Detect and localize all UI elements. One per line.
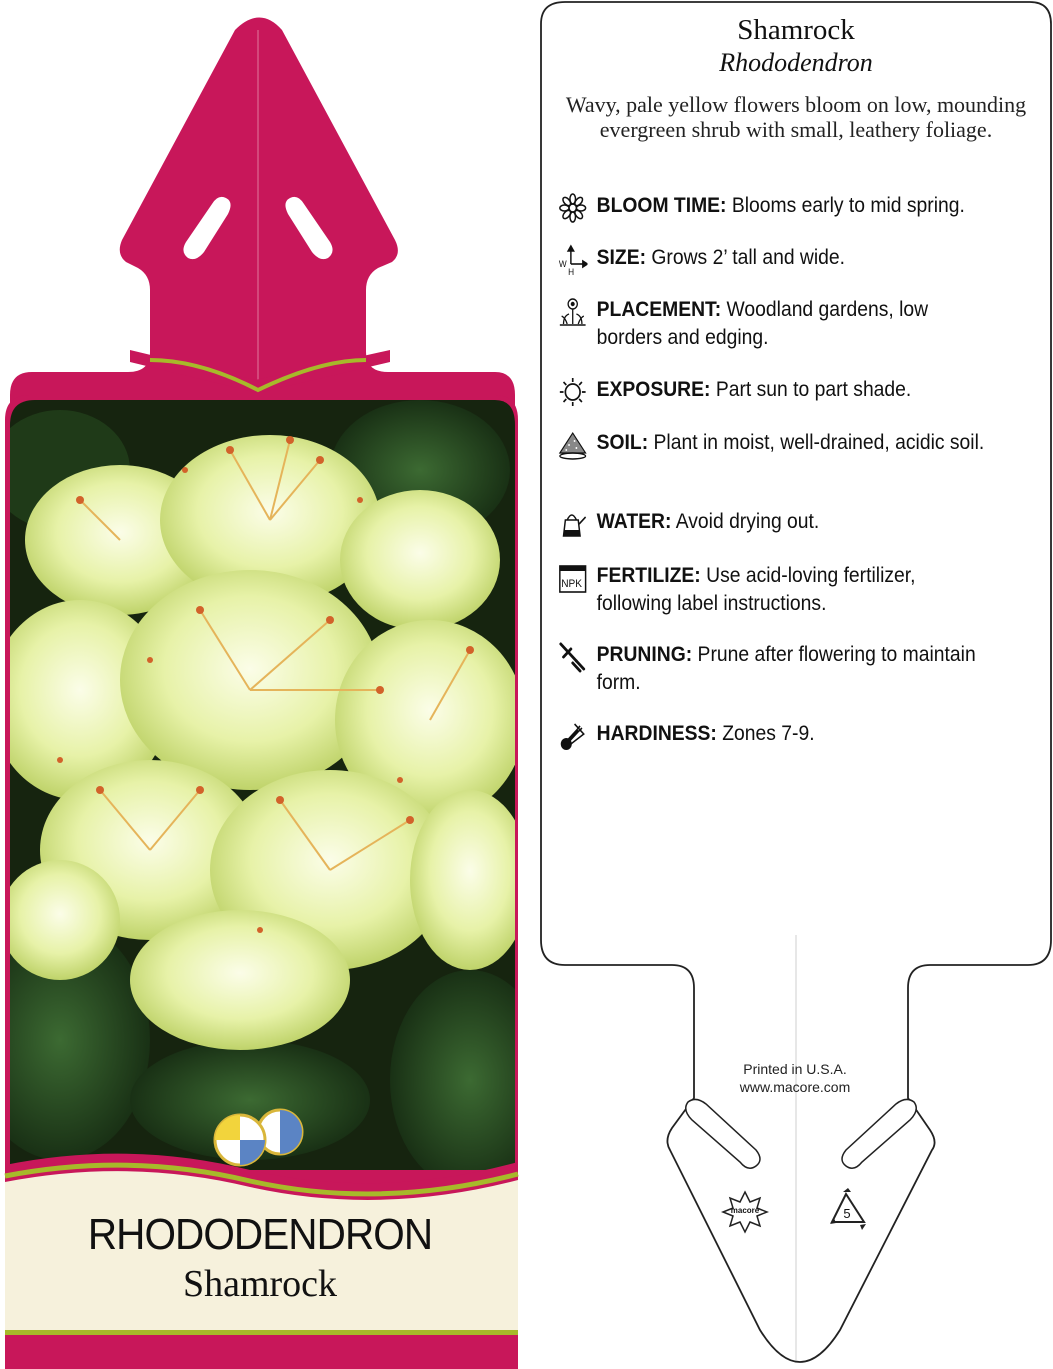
care-row-fertilize: [558, 562, 995, 618]
care-label: PLACEMENT:: [596, 298, 722, 321]
back-subtitle: Rhododendron: [719, 48, 873, 77]
care-row-size: [558, 244, 995, 276]
variety-name: Shamrock: [182, 1263, 338, 1305]
recycle-number: 5: [843, 1206, 851, 1221]
front-tag-arrow: [10, 18, 515, 411]
printed-in-text: Printed in U.S.A.: [743, 1061, 847, 1077]
care-text: Prune after flowering to maintain form.: [596, 643, 976, 694]
care-label: WATER:: [596, 510, 672, 533]
watering-can-icon: [558, 508, 587, 540]
care-label: PRUNING:: [596, 643, 693, 666]
care-text: Grows 2’ tall and wide.: [651, 246, 846, 269]
flower-photo: [0, 380, 550, 1190]
care-text: Use acid-loving fertilizer, following label instructions.: [596, 564, 916, 615]
care-row-pruning: [558, 641, 995, 697]
size-w-letter: W: [558, 258, 567, 270]
care-row-hardiness: [558, 720, 995, 748]
website-text: www.macore.com: [739, 1079, 851, 1095]
fertilizer-npk-icon: [558, 562, 587, 594]
back-title: Shamrock: [737, 14, 855, 46]
thermometer-icon: [558, 720, 587, 752]
garden-plants-icon: [558, 296, 587, 328]
pruning-shears-icon: [558, 641, 587, 673]
size-h-letter: H: [568, 266, 575, 276]
size-arrows-icon: [558, 244, 587, 276]
care-text: Plant in moist, well-drained, acidic soil.: [653, 431, 985, 454]
care-row-bloom-time: [558, 192, 995, 220]
care-label: HARDINESS:: [596, 722, 717, 745]
care-row-placement: [558, 296, 995, 352]
sun-icon: [558, 376, 587, 408]
care-label: FERTILIZE:: [596, 564, 701, 587]
care-text: Blooms early to mid spring.: [731, 194, 965, 217]
front-tag: [0, 18, 550, 1369]
care-label: EXPOSURE:: [596, 378, 711, 401]
npk-text: NPK: [561, 577, 582, 591]
macore-brand-text: macore: [730, 1206, 760, 1215]
care-label: SOIL:: [596, 431, 649, 454]
care-text: Woodland gardens, low borders and edging.: [596, 298, 929, 349]
flower-icon: [558, 192, 587, 224]
care-text: Avoid drying out.: [675, 510, 820, 533]
care-text: Zones 7-9.: [722, 722, 815, 745]
soil-mound-icon: [558, 429, 587, 461]
care-row-soil: [558, 429, 995, 457]
care-row-water: [558, 508, 995, 536]
care-label: SIZE:: [596, 246, 647, 269]
plant-description: Wavy, pale yellow flowers bloom on low, mounding evergreen shrub with small, leathery foliage.: [565, 92, 1027, 142]
care-row-exposure: [558, 376, 995, 404]
plant-name: RHODODENDRON: [87, 1210, 433, 1259]
care-text: Part sun to part shade.: [715, 378, 912, 401]
care-label: BLOOM TIME:: [596, 194, 727, 217]
